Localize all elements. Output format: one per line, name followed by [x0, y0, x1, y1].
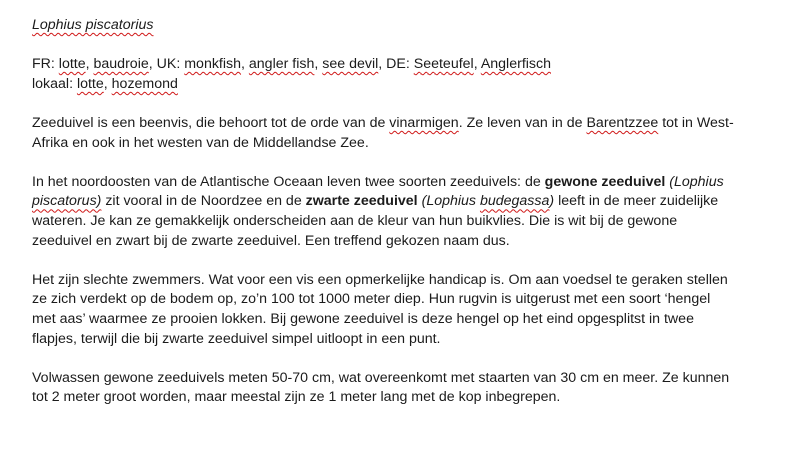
text-line — [32, 271, 772, 291]
title-text: Lophius piscatorius — [32, 17, 154, 33]
text-run: Afrika en ook in het westen van de Middellandse Zee. — [32, 134, 369, 151]
text-line — [32, 290, 772, 310]
text-run: tot in West- — [658, 114, 734, 131]
text-run: Het zijn slechte zwemmers. Wat voor een vis een opmerkelijke handicap is. Om aan voedsel te geraken stellen — [32, 271, 728, 288]
text-run: FR: — [32, 56, 59, 73]
names-line-2 — [32, 75, 772, 95]
text-run: met aas’ waarmee ze prooien lokken. Bij gewone zeeduivel is deze hengel op het eind opgesplitst in twee — [32, 310, 694, 327]
text-line — [32, 114, 772, 134]
text-run: budegassa — [479, 193, 550, 210]
text-run: vinarmigen — [389, 114, 459, 131]
text-run: leeft in de meer zuidelijke — [554, 193, 719, 210]
paragraph — [32, 369, 772, 408]
text-run: flapjes, terwijl die bij zwarte zeeduivel simpel uitloopt in een punt. — [32, 330, 441, 347]
text-line — [32, 173, 772, 193]
text-line — [32, 310, 772, 330]
text-run: . Ze leven van in de — [458, 114, 587, 131]
text-run: , — [314, 56, 323, 73]
text-run: Volwassen gewone zeeduivels meten 50-70 cm, wat overeenkomt met staarten van 30 cm en meer. Ze kunnen — [32, 369, 730, 386]
text-run: Zeeduivel is een beenvis, die behoort tot de orde van de — [32, 114, 390, 131]
text-run: lotte — [76, 75, 104, 92]
common-names — [32, 55, 772, 94]
text-run: ) — [549, 193, 555, 210]
names-line-1 — [32, 55, 772, 75]
paragraph — [32, 271, 772, 349]
text-run: tot 2 meter groot worden, maar meestal zijn ze 1 meter lang met de kop inbegrepen. — [32, 389, 561, 406]
text-run: lokaal: — [32, 75, 77, 92]
text-run: (Lophius — [421, 193, 480, 210]
text-run: hozemond — [111, 75, 178, 92]
text-run: , — [85, 56, 94, 73]
text-line — [32, 388, 772, 408]
text-line — [32, 134, 772, 154]
text-run: piscatorus) — [32, 193, 102, 210]
document-page — [32, 16, 772, 427]
text-run: In het noordoosten van de Atlantische Oceaan leven twee soorten zeeduivels: de — [32, 173, 545, 190]
text-run: ze zich verdekt op de bodem op, zo’n 100 tot 1000 meter diep. Hun rugvin is uitgerust met een soort ‘hengel — [32, 291, 711, 308]
text-run: , DE: — [378, 56, 414, 73]
text-run: Anglerfisch — [480, 56, 551, 73]
document-body — [32, 114, 772, 408]
text-line — [32, 369, 772, 389]
text-line — [32, 330, 772, 350]
text-run: , — [103, 75, 112, 92]
text-run: wateren. Je kan ze gemakkelijk onderscheiden aan de kleur van hun buikvlies. Die is wit bij de gewone — [32, 212, 678, 229]
text-run: , UK: — [148, 56, 185, 73]
document-title — [32, 16, 772, 36]
text-line — [32, 192, 772, 212]
text-run: see devil — [322, 56, 379, 73]
text-run: , — [473, 56, 481, 73]
text-line — [32, 212, 772, 232]
text-run: Barentzzee — [586, 114, 659, 131]
text-run: baudroie — [93, 56, 149, 73]
text-run: (Lophius — [669, 173, 724, 190]
text-line — [32, 232, 772, 252]
text-run: zeeduivel en zwart bij de zwarte zeeduivel. Een treffend gekozen naam dus. — [32, 232, 510, 249]
text-run: lotte — [58, 56, 86, 73]
text-run: zit vooral in de Noordzee en de — [101, 193, 306, 210]
text-run: zwarte zeeduivel — [305, 193, 418, 210]
text-run: Seeteufel — [413, 56, 474, 73]
paragraph — [32, 173, 772, 251]
text-run: monkfish — [184, 56, 242, 73]
paragraph — [32, 114, 772, 153]
text-run: , — [241, 56, 249, 73]
text-run: angler fish — [248, 56, 315, 73]
text-run: gewone zeeduivel — [544, 173, 666, 190]
